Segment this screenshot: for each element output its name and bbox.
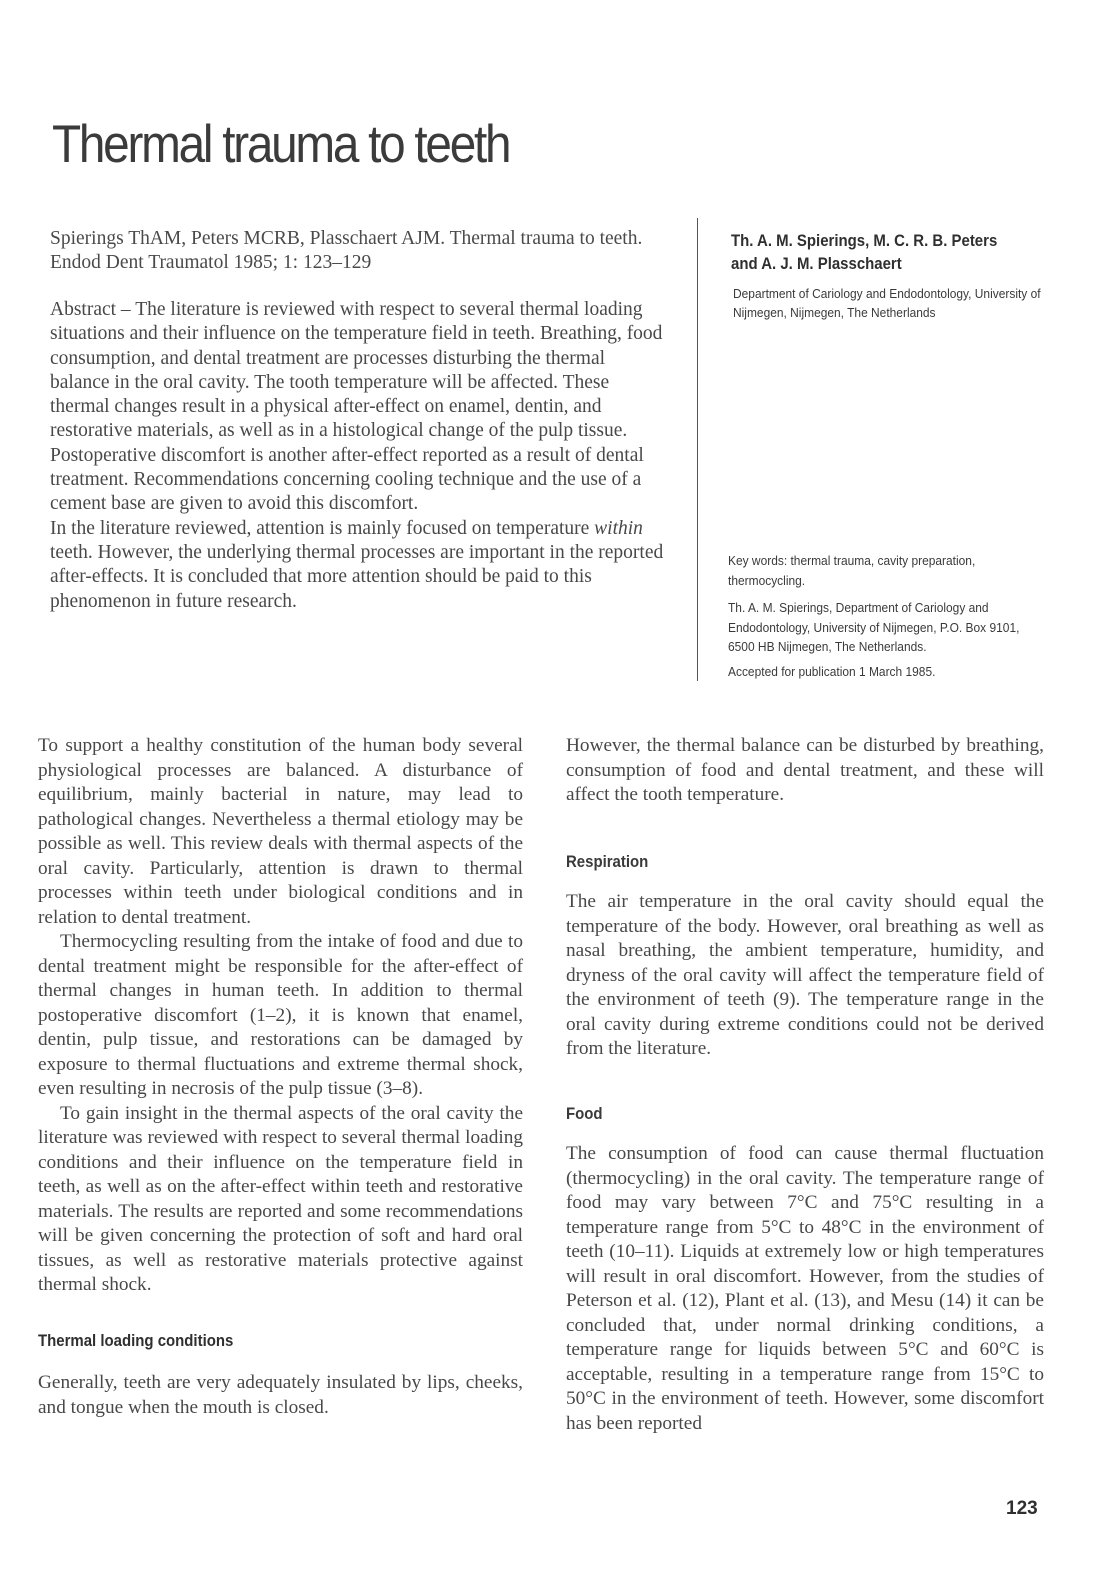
author-list [731,229,1021,275]
subheading-food: Food [566,1103,603,1123]
page-number: 123 [1006,1498,1038,1519]
body-paragraph: However, the thermal balance can be disturbed by breathing, consumption of food and dental treatment, and these will affect the tooth temperature. [566,735,1044,805]
body-paragraph: Generally, teeth are very adequately insulated by lips, cheeks, and tongue when the mouth is closed. [38,1372,523,1418]
subheading-respiration: Respiration [566,851,649,871]
affiliation: Department of Cariology and Endodontology, University of Nijmegen, Nijmegen, The Netherlands [733,286,1041,320]
body-paragraph: To gain insight in the thermal aspects of the oral cavity the literature was reviewed with respect to several thermal loading conditions and their influence on the temperature field in teeth, as well as on the after-effect within teeth and restorative materials. The results are reported and some recommendations will be given concerning the protection of soft and hard oral tissues, as well as restorative materials protective against thermal shock. [38,1102,523,1295]
accepted-date: Accepted for publication 1 March 1985. [728,664,936,679]
author-line-1: Th. A. M. Spierings, M. C. R. B. Peters [731,231,998,250]
body-paragraph: The air temperature in the oral cavity should equal the temperature of the body. However, oral breathing as well as nasal breathing, the ambient temperature, humidity, and dryness of the oral cavity will affect the temperature field of the environment of teeth (9). The temperature range in the oral cavity during extreme conditions could not be derived from the literature. [566,891,1044,1059]
citation: Spierings ThAM, Peters MCRB, Plasschaert AJM. Thermal trauma to teeth. Endod Dent Traumatol 1985; 1: 123–129 [50,228,643,273]
abstract-paragraph-2 [50,517,665,614]
body-paragraph: Thermocycling resulting from the intake of food and due to dental treatment might be responsible for the after-effect of thermal changes in human teeth. In addition to thermal postoperative discomfort (1–2), it is known that enamel, dentin, pulp tissue, and restorations can be damaged by exposure to thermal fluctuations and extreme thermal shock, even resulting in necrosis of the pulp tissue (3–8). [38,931,523,1099]
section-heading-thermal-loading: Thermal loading conditions [38,1330,234,1350]
abstract-paragraph-1: Abstract – The literature is reviewed with respect to several thermal loading situations and their influence on the temperature field in teeth. Breathing, food consumption, and dental treatment are processes disturbing the thermal balance in the oral cavity. The tooth temperature will be affected. These thermal changes result in a physical after-effect on enamel, dentin, and restorative materials, as well as in a histological change of the pulp tissue. Postoperative discomfort is another after-effect reported as a result of dental treatment. Recommendations concerning cooling technique and the use of a cement base are given to avoid this discomfort. [50,299,663,515]
keywords: Key words: thermal trauma, cavity preparation, thermocycling. [728,553,976,588]
body-column-left [38,734,523,1420]
abstract-p2-start: In the literature reviewed, attention is mainly focused on temperature [50,517,595,539]
article-title: Thermal trauma to teeth [52,115,510,174]
abstract-p2-end: teeth. However, the underlying thermal processes are important in the reported after-effects. It is concluded that more attention should be paid to this phenomenon in future research. [50,541,664,612]
body-paragraph: To support a healthy constitution of the human body several physiological processes are balanced. A disturbance of equilibrium, mainly bacterial in nature, may lead to pathological changes. Nevertheless a thermal etiology may be possible as well. This review deals with thermal aspects of the oral cavity. Particularly, attention is drawn to thermal processes within teeth under biological conditions and in relation to dental treatment. [38,735,523,928]
body-paragraph: The consumption of food can cause thermal fluctuation (thermocycling) in the oral cavity. The temperature range of food may vary between 7°C and 75°C resulting in a temperature range from 5°C to 48°C in the environment of teeth (10–11). Liquids at extremely low or high temperatures will result in oral discomfort. However, from the studies of Peterson et al. (12), Plant et al. (13), and Mesu (14) it can be concluded that, under normal drinking conditions, a temperature range for liquids between 5°C and 60°C is acceptable, resulting in a temperature range from 15°C to 50°C in the environment of teeth. However, some discomfort has been reported [566,1143,1044,1434]
author-line-2: and A. J. M. Plasschaert [731,254,902,273]
body-column-right [566,734,1044,1436]
vertical-divider [697,218,698,681]
abstract [50,298,665,614]
correspondence-address: Th. A. M. Spierings, Department of Cariology and Endodontology, University of Nijmegen, P.O. Box 9101, 6500 HB Nijmegen, The Netherlands. [728,600,1020,654]
abstract-p2-italic: within [594,517,643,539]
